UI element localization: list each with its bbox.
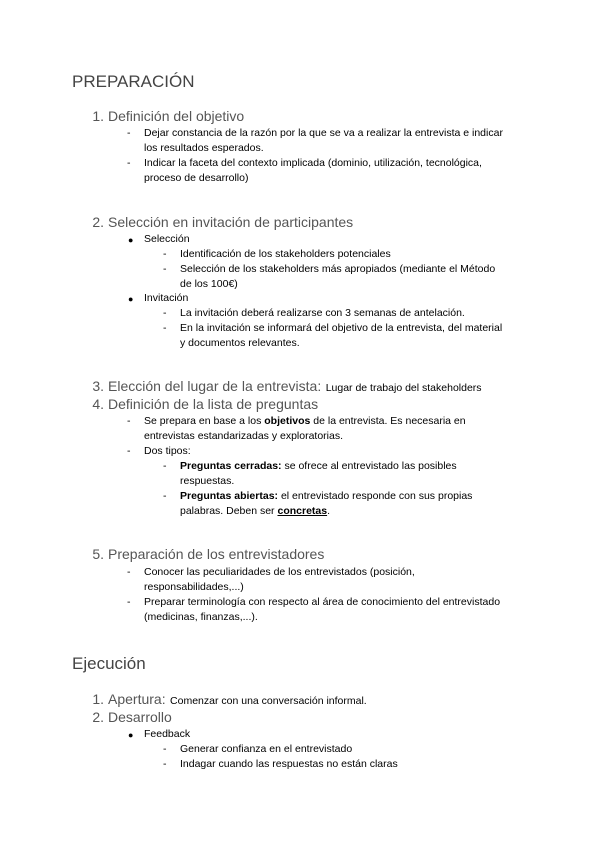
list-number: 2. [92, 709, 104, 725]
group-label: Feedback [144, 728, 191, 740]
item-heading: Preparación de los entrevistadores [108, 546, 325, 562]
dash-bullet: - [127, 566, 131, 578]
bullet-text: Dejar constancia de la razón por la que se va a realizar la entrevista e indicar [144, 127, 503, 139]
list-number: 1. [92, 108, 104, 124]
bullet-text: Preguntas cerradas: se ofrece al entrevistado las posibles [180, 460, 457, 472]
bullet-text: Preguntas abiertas: el entrevistado responde con sus propias [180, 490, 473, 502]
dash-bullet: - [127, 127, 131, 139]
bullet-text: Se prepara en base a los objetivos de la entrevista. Es necesaria en [144, 415, 466, 427]
bullet-text: Preparar terminología con respecto al área de conocimiento del entrevistado [144, 596, 501, 608]
dash-bullet: - [127, 445, 131, 457]
item-heading: Definición del objetivo [108, 108, 245, 124]
list-number: 3. [92, 378, 104, 394]
round-bullet: ● [128, 294, 134, 304]
bullet-text: Identificación de los stakeholders potenciales [180, 248, 391, 260]
bullet-text: Selección de los stakeholders más apropiados (mediante el Método [180, 263, 496, 275]
bullet-text: Indagar cuando las respuestas no están claras [180, 758, 398, 770]
bullet-text: Dos tipos: [144, 445, 191, 457]
bullet-text-cont: y documentos relevantes. [180, 337, 300, 349]
group-label: Invitación [144, 292, 189, 304]
round-bullet: ● [128, 730, 134, 740]
item-heading: Selección en invitación de participantes [108, 214, 354, 230]
bullet-text: La invitación deberá realizarse con 3 semanas de antelación. [180, 307, 465, 319]
bullet-text: Conocer las peculiaridades de los entrevistados (posición, [144, 566, 415, 578]
item-heading-row [108, 378, 482, 396]
bullet-text-cont: (medicinas, finanzas,...). [144, 611, 258, 623]
item-heading: Elección del lugar de la entrevista: [108, 378, 322, 394]
group-label: Selección [144, 233, 190, 245]
bullet-text-cont: entrevistas estandarizadas y exploratorias. [144, 430, 344, 442]
dash-bullet: - [127, 157, 131, 169]
section-title-ejecucion: Ejecución [72, 654, 146, 673]
bullet-text: Indicar la faceta del contexto implicada (dominio, utilización, tecnológica, [144, 157, 482, 169]
dash-bullet: - [163, 743, 167, 755]
list-number: 1. [92, 691, 104, 707]
dash-bullet: - [163, 460, 167, 472]
bullet-text-cont: palabras. Deben ser concretas. [180, 505, 331, 517]
dash-bullet: - [127, 596, 131, 608]
dash-bullet: - [163, 758, 167, 770]
item-heading: Desarrollo [108, 709, 172, 725]
dash-bullet: - [163, 307, 167, 319]
bullet-text-cont: respuestas. [180, 475, 235, 487]
bullet-text-cont: los resultados esperados. [144, 142, 264, 154]
dash-bullet: - [163, 248, 167, 260]
round-bullet: ● [128, 235, 134, 245]
item-inline-text: Lugar de trabajo del stakeholders [325, 382, 482, 394]
bullet-text: Generar confianza en el entrevistado [180, 743, 353, 755]
item-heading: Definición de la lista de preguntas [108, 396, 319, 412]
bullet-text-cont: de los 100€) [180, 278, 238, 290]
bullet-text: En la invitación se informará del objetivo de la entrevista, del material [180, 322, 503, 334]
dash-bullet: - [163, 490, 167, 502]
dash-bullet: - [127, 415, 131, 427]
list-number: 2. [92, 214, 104, 230]
bullet-text-cont: proceso de desarrollo) [144, 172, 249, 184]
bullet-text-cont: responsabilidades,...) [144, 581, 244, 593]
section-title-preparacion: PREPARACIÓN [72, 72, 195, 91]
item-heading-row [108, 691, 367, 709]
list-number: 5. [92, 546, 104, 562]
dash-bullet: - [163, 263, 167, 275]
list-number: 4. [92, 396, 104, 412]
item-inline-text: Comenzar con una conversación informal. [170, 695, 367, 707]
item-heading: Apertura: [108, 691, 166, 707]
dash-bullet: - [163, 322, 167, 334]
